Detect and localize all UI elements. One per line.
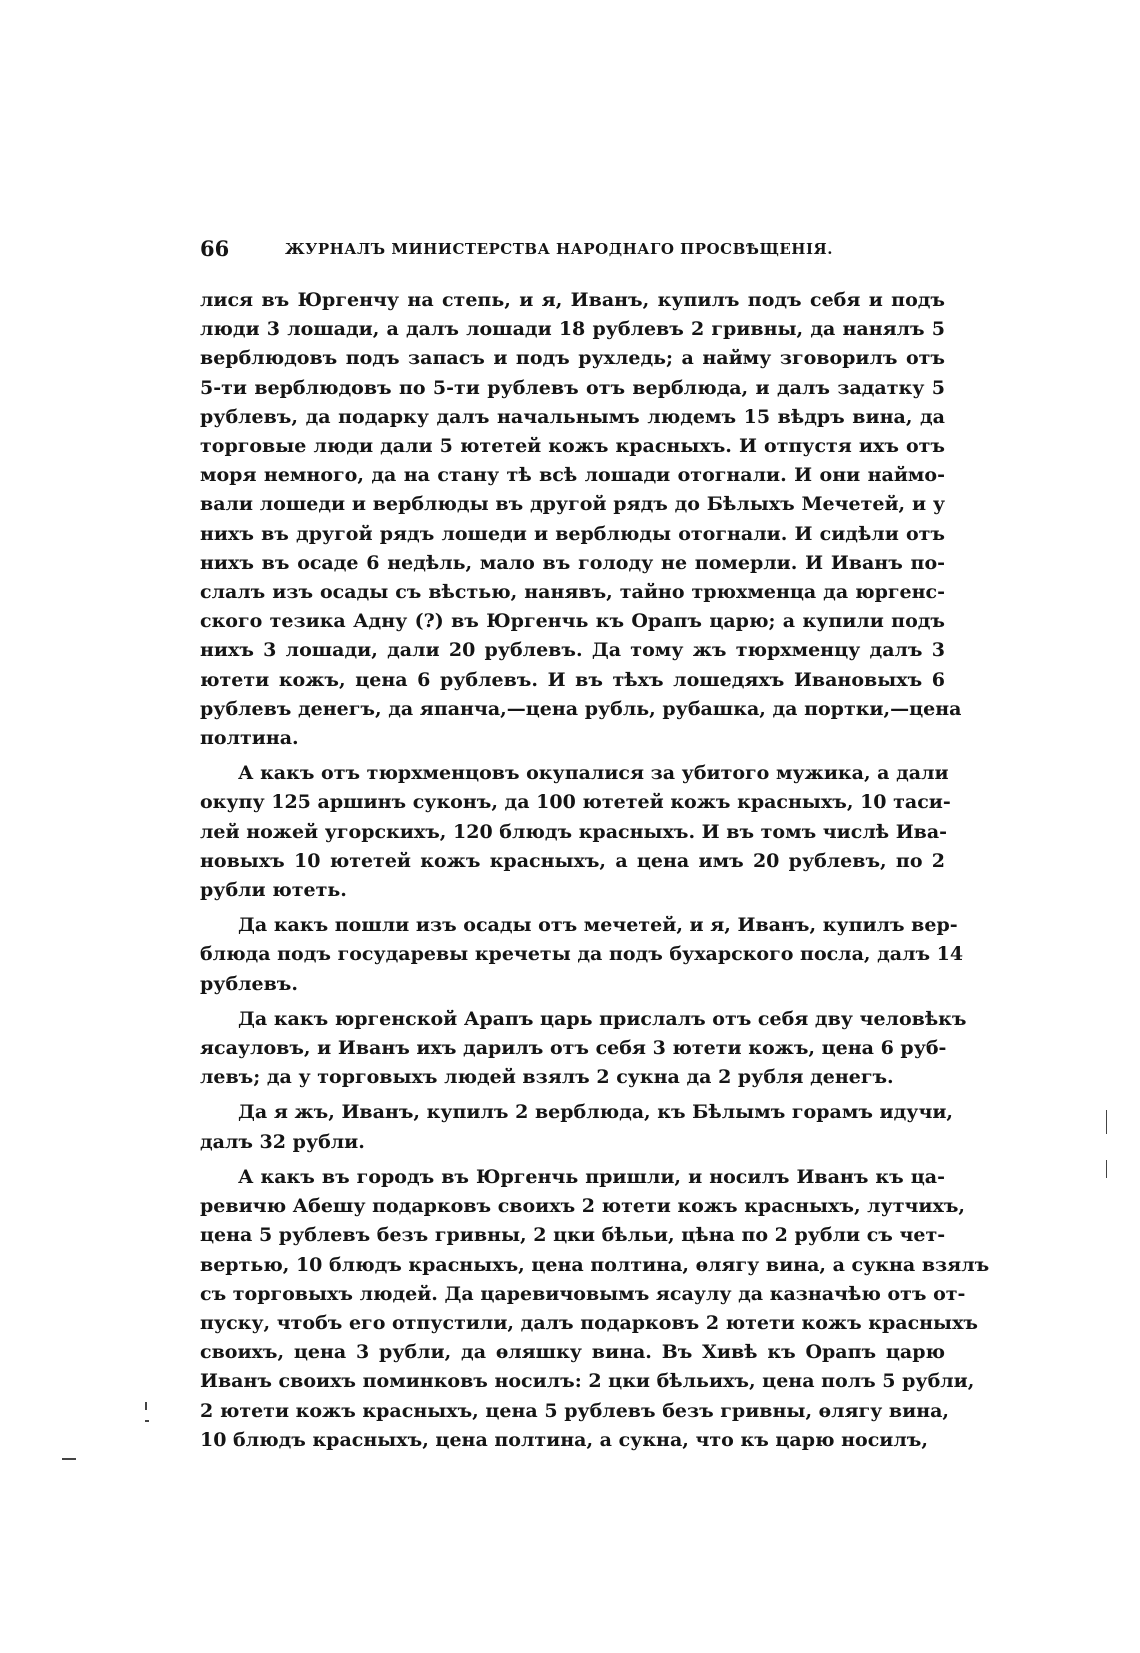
text-line: Да какъ пошли изъ осады отъ мечетей, и я, Иванъ, купилъ вер- <box>238 914 958 937</box>
text-line: вертью, 10 блюдъ красныхъ, цена полтина, ѳлягу вина, а сукна взялъ <box>200 1253 990 1276</box>
paragraph <box>200 1098 954 1156</box>
text-line: Иванъ своихъ поминковъ носилъ: 2 цки бѣльихъ, цена полъ 5 рубли, <box>200 1370 975 1393</box>
scan-mark <box>62 1458 76 1460</box>
text-line: нихъ 3 лошади, дали 20 рублевъ. Да тому жъ тюрхменцу далъ 3 <box>200 639 945 662</box>
text-line: нихъ въ другой рядъ лошеди и верблюды отогнали. И сидѣли отъ <box>200 522 945 545</box>
text-line: 2 ютети кожъ красныхъ, цена 5 рублевъ безъ гривны, ѳлягу вина, <box>200 1399 950 1422</box>
text-line: нихъ въ осаде 6 недѣль, мало въ голоду не померли. И Иванъ по- <box>200 551 945 574</box>
text-line: ского тезика Адну (?) въ Юргенчь къ Орапъ царю; а купили подъ <box>200 610 945 633</box>
text-line: лей ножей угорскихъ, 120 блюдъ красныхъ. И въ томъ числѣ Ива- <box>200 820 948 843</box>
text-line: вали лошеди и верблюды въ другой рядъ до Бѣлыхъ Мечетей, и у <box>200 493 945 516</box>
text-line: далъ 32 рубли. <box>200 1130 365 1153</box>
text-line: ясауловъ, и Иванъ ихъ дарилъ отъ себя 3 ютети кожъ, цена 6 руб- <box>200 1037 947 1060</box>
page-number: 66 <box>200 236 230 261</box>
text-line: рублевъ. <box>200 972 298 995</box>
scan-mark <box>145 1420 149 1422</box>
text-line: цена 5 рублевъ безъ гривны, 2 цки бѣльи, цѣна по 2 рубли съ чет- <box>200 1224 946 1247</box>
text-line: 10 блюдъ красныхъ, цена полтина, а сукна, что къ царю носилъ, <box>200 1428 928 1451</box>
paragraph <box>200 759 951 905</box>
running-title: ЖУРНАЛЪ МИНИСТЕРСТВА НАРОДНАГО ПРОСВѢЩЕНІЯ. <box>285 240 833 258</box>
text-line: 5-ти верблюдовъ по 5-ти рублевъ отъ верблюда, и далъ задатку 5 <box>200 376 945 399</box>
paragraph <box>200 286 962 753</box>
text-line: люди 3 лошади, а далъ лошади 18 рублевъ 2 гривны, да нанялъ 5 <box>200 318 945 341</box>
text-line: моря немного, да на стану тѣ всѣ лошади отогнали. И они наймо- <box>200 464 945 487</box>
text-line: рублевъ денегъ, да япанча,—цена рубль, рубашка, да портки,—цена <box>200 697 962 720</box>
text-line: А какъ въ городъ въ Юргенчь пришли, и носилъ Иванъ къ ца- <box>238 1165 945 1188</box>
scan-mark <box>145 1402 147 1410</box>
text-line: блюда подъ государевы кречеты да подъ бухарского посла, далъ 14 <box>200 943 964 966</box>
paragraph <box>200 911 964 999</box>
text-line: слалъ изъ осады съ вѣстью, нанявъ, тайно трюхменца да юргенс- <box>200 581 945 604</box>
text-line: своихъ, цена 3 рубли, да ѳляшку вина. Въ Хивѣ къ Орапъ царю <box>200 1341 945 1364</box>
scan-mark <box>1106 1110 1107 1134</box>
text-line: ревичю Абешу подарковъ своихъ 2 ютети кожъ красныхъ, лутчихъ, <box>200 1195 966 1218</box>
text-line: торговые люди дали 5 ютетей кожъ красныхъ. И отпустя ихъ отъ <box>200 435 945 458</box>
text-line: новыхъ 10 ютетей кожъ красныхъ, а цена имъ 20 рублевъ, по 2 <box>200 849 945 872</box>
paragraph <box>200 1005 967 1093</box>
text-line: лися въ Юргенчу на степь, и я, Иванъ, купилъ подъ себя и подъ <box>200 289 945 311</box>
body-text <box>200 286 990 1461</box>
text-line: пуску, чтобъ его отпустили, далъ подарковъ 2 ютети кожъ красныхъ <box>200 1311 979 1334</box>
text-line: окупу 125 аршинъ суконъ, да 100 ютетей кожъ красныхъ, 10 таси- <box>200 791 951 814</box>
text-line: полтина. <box>200 727 299 750</box>
text-line: Да какъ юргенской Арапъ царь прислалъ отъ себя дву человѣкъ <box>238 1007 967 1030</box>
text-line: Да я жъ, Иванъ, купилъ 2 верблюда, къ Бѣлымъ горамъ идучи, <box>238 1101 954 1124</box>
text-line: А какъ отъ тюрхменцовъ окупалися за убитого мужика, а дали <box>238 762 949 785</box>
text-line: верблюдовъ подъ запасъ и подъ рухледь; а найму зговорилъ отъ <box>200 347 945 370</box>
text-line: ютети кожъ, цена 6 рублевъ. И въ тѣхъ лошедяхъ Ивановыхъ 6 <box>200 668 945 691</box>
page-header <box>200 236 945 266</box>
text-line: рублевъ, да подарку далъ начальнымъ людемъ 15 вѣдръ вина, да <box>200 405 945 428</box>
text-line: левъ; да у торговыхъ людей взялъ 2 сукна да 2 рубля денегъ. <box>200 1066 894 1089</box>
text-line: съ торговыхъ людей. Да царевичовымъ ясаулу да казначѣю отъ от- <box>200 1282 966 1305</box>
paragraph <box>200 1163 990 1455</box>
scan-mark <box>1106 1160 1107 1178</box>
text-line: рубли ютеть. <box>200 879 347 902</box>
